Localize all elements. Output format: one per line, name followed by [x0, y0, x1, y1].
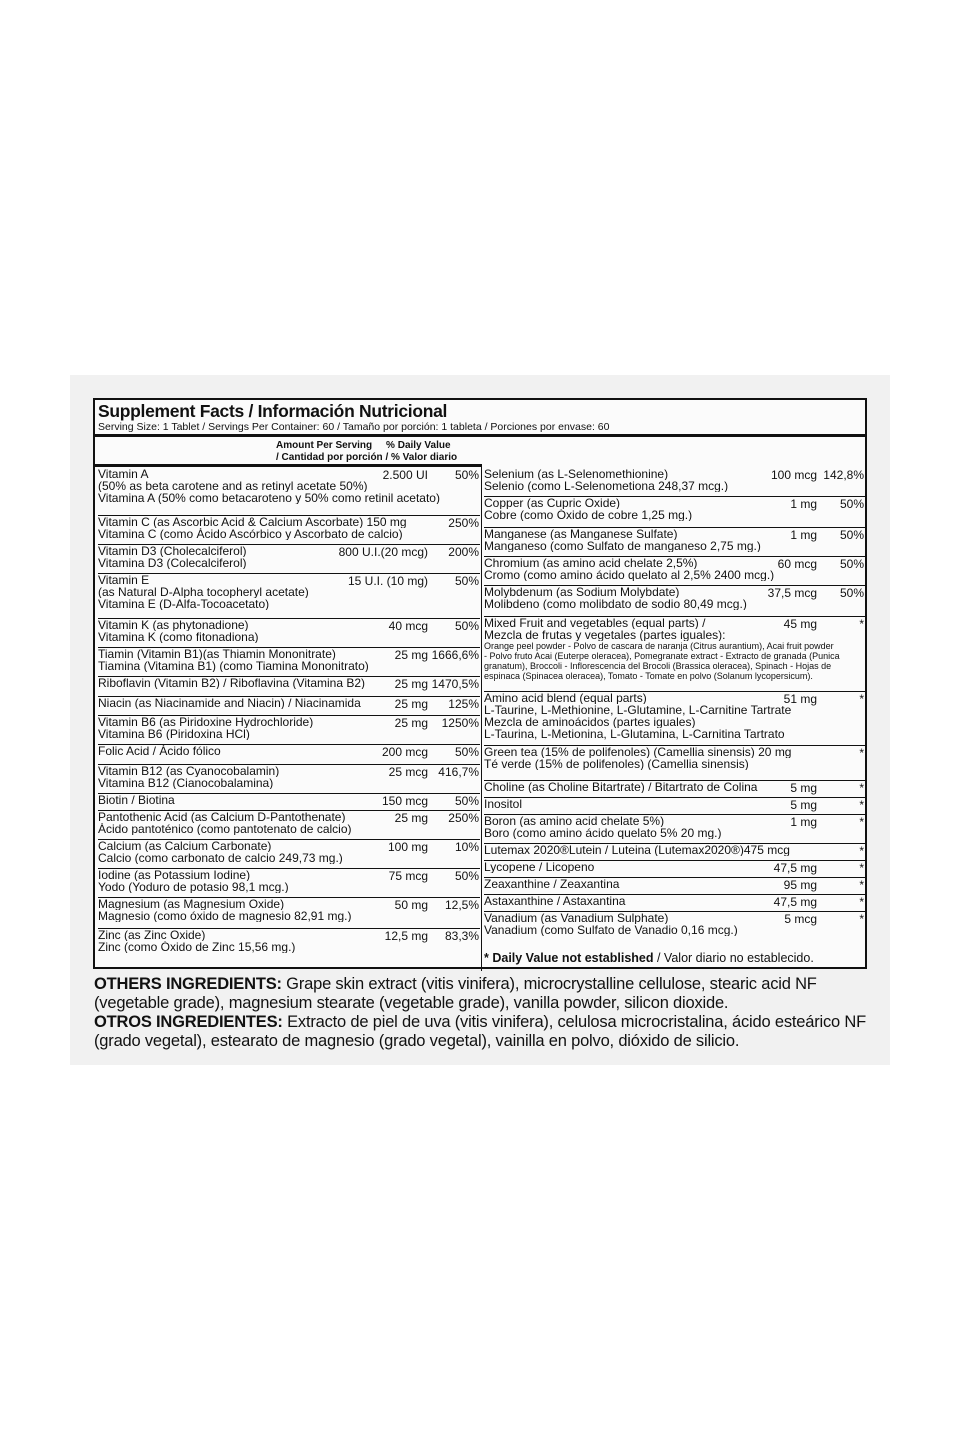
nutrient-row	[484, 617, 865, 692]
nutrient-row	[98, 545, 480, 574]
nutrient-row	[98, 697, 480, 716]
nutrient-name-line: Vitamina K (como fitonadiona)	[98, 631, 259, 643]
nutrient-name-line: Molybdenum (as Sodium Molybdate)	[484, 586, 680, 598]
nutrient-row	[484, 912, 865, 941]
nutrient-daily-value: *	[859, 617, 864, 631]
nutrient-name-line: Lycopene / Licopeno	[484, 861, 595, 873]
nutrient-name-line: Vitamin D3 (Cholecalciferol)	[98, 545, 247, 557]
nutrient-name-line: Molibdeno (como molibdato de sodio 80,49 mcg.)	[484, 598, 747, 610]
nutrient-row	[98, 811, 480, 840]
nutrient-amount: 60 mcg	[777, 557, 817, 571]
nutrient-name-line: Choline (as Choline Bitartrate) / Bitartrato de Colina	[484, 781, 758, 793]
nutrient-name-line: Mezcla de frutas y vegetales (partes iguales):	[484, 629, 726, 641]
nutrient-name-line: Yodo (Yoduro de potasio 98,1 mcg.)	[98, 881, 289, 893]
nutrient-row	[98, 516, 480, 545]
nutrient-name-line: Ácido pantoténico (como pantotenato de calcio)	[98, 823, 352, 835]
other-ingredients-label-en: OTHERS INGREDIENTS:	[94, 975, 282, 993]
supplement-facts-panel	[93, 398, 867, 969]
nutrient-name-line: Vitamina C (como Ácido Ascórbico y Ascorbato de calcio)	[98, 528, 403, 540]
amount-header	[276, 440, 457, 464]
nutrient-name-line: Calcium (as Calcium Carbonate)	[98, 840, 272, 852]
ingredient-detail-line: - Polvo fruto Acai (Euterpe oleracea), Pomegranate extract - Extracto de granada (Punica	[484, 651, 840, 661]
nutrient-name-line: Boro (como amino ácido quelato 5% 20 mg.)	[484, 827, 722, 839]
nutrient-name-line: L-Taurine, L-Methionine, L-Glutamine, L-Carnitine Tartrate	[484, 704, 792, 716]
nutrient-daily-value: 50%	[454, 468, 479, 482]
nutrient-name-line: Chromium (as amino acid chelate 2,5%)	[484, 557, 698, 569]
nutrient-amount: 5 mcg	[784, 912, 817, 926]
nutrient-row	[484, 895, 865, 912]
nutrient-name-line: Vitamina D3 (Colecalciferol)	[98, 557, 247, 569]
nutrient-daily-value: 50%	[454, 619, 479, 633]
nutrient-daily-value: *	[859, 878, 864, 892]
nutrient-name-line: Zeaxanthine / Zeaxantina	[484, 878, 620, 890]
nutrient-name-line: Riboflavin (Vitamin B2) / Riboflavina (Vitamina B2)	[98, 677, 366, 689]
nutrient-row	[98, 574, 480, 619]
nutrient-name-line: Tiamina (Vitamina B1) (como Tiamina Mononitrato)	[98, 660, 369, 672]
nutrient-name-line: L-Taurina, L-Metionina, L-Glutamina, L-Carnitina Tartrato	[484, 728, 785, 740]
nutrient-row	[98, 619, 480, 648]
nutrient-amount: 12,5 mg	[384, 929, 428, 943]
nutrient-daily-value: 50%	[454, 745, 479, 759]
nutrient-name-line: Vitamina B12 (Cianocobalamina)	[98, 777, 274, 789]
nutrient-amount: 37,5 mcg	[767, 586, 817, 600]
nutrient-row	[98, 929, 480, 963]
nutrient-daily-value: *	[859, 692, 864, 706]
nutrient-name-line: Manganese (as Manganese Sulfate)	[484, 528, 678, 540]
nutrient-row	[484, 557, 865, 586]
nutrient-amount: 75 mcg	[388, 869, 428, 883]
nutrient-daily-value: 10%	[454, 840, 479, 854]
nutrient-amount: 25 mg	[394, 648, 428, 662]
nutrient-row	[484, 746, 865, 781]
nutrient-name-line: Biotin / Biotina	[98, 794, 175, 806]
nutrient-name-line: Copper (as Cupric Oxide)	[484, 497, 621, 509]
nutrient-amount: 1 mg	[790, 528, 817, 542]
nutrient-daily-value: 12,5%	[444, 898, 479, 912]
left-nutrient-column	[98, 468, 480, 963]
nutrient-name-line: Inositol	[484, 798, 523, 810]
nutrient-daily-value: *	[859, 781, 864, 795]
nutrient-amount: 25 mg	[394, 811, 428, 825]
nutrient-amount: 100 mcg	[770, 468, 817, 482]
nutrient-name-line: Vitamin B6 (as Piridoxine Hydrochloride)	[98, 716, 314, 728]
amount-header-spanish: / Cantidad por porción / % Valor diario	[276, 452, 458, 463]
thick-rule	[95, 434, 865, 437]
nutrient-name-line: Calcio (como carbonato de calcio 249,73 mg.)	[98, 852, 343, 864]
daily-value-note-bold: * Daily Value not established	[484, 951, 654, 965]
nutrient-name-line: Mezcla de aminoácidos (partes iguales)	[484, 716, 696, 728]
nutrient-name-line: Vitamina B6 (Piridoxina HCl)	[98, 728, 250, 740]
header-rule	[95, 464, 482, 467]
daily-value-label: % Daily Value	[386, 440, 451, 451]
nutrient-row	[484, 861, 865, 878]
nutrient-daily-value: 50%	[454, 869, 479, 883]
nutrient-name-line: Vitamina A (50% como betacaroteno y 50% como retinil acetato)	[98, 492, 440, 504]
nutrient-amount: 25 mg	[394, 716, 428, 730]
nutrient-name-line: Zinc (como Óxido de Zinc 15,56 mg.)	[98, 941, 296, 953]
nutrient-row	[484, 468, 865, 497]
nutrient-amount: 15 U.I. (10 mg)	[347, 574, 428, 588]
nutrient-name-line: Tiamin (Vitamin B1)(as Thiamin Mononitrate)	[98, 648, 336, 660]
nutrient-row	[98, 677, 480, 697]
nutrient-name-line: Vitamin K (as phytonadione)	[98, 619, 249, 631]
nutrient-amount: 47,5 mg	[773, 861, 817, 875]
nutrient-daily-value: 50%	[839, 528, 864, 542]
nutrient-name-line: Astaxanthine / Astaxantina	[484, 895, 626, 907]
nutrient-name-line: Vanadium (como Sulfato de Vanadio 0,16 mcg.)	[484, 924, 738, 936]
nutrient-name-line: Niacin (as Niacinamide and Niacin) / Niacinamida	[98, 697, 361, 709]
facts-title: Supplement Facts / Información Nutricional	[98, 401, 448, 421]
nutrient-amount: 1 mg	[790, 815, 817, 829]
nutrient-amount: 5 mg	[790, 781, 817, 795]
nutrient-amount: 45 mg	[783, 617, 817, 631]
nutrient-amount: 200 mcg	[381, 745, 428, 759]
nutrient-row	[98, 794, 480, 811]
nutrient-daily-value: 250%	[448, 516, 479, 530]
nutrient-daily-value: *	[859, 746, 864, 760]
nutrient-name-line: Manganeso (como Sulfato de manganeso 2,75 mg.)	[484, 540, 761, 552]
nutrient-daily-value: 416,7%	[438, 765, 479, 779]
other-ingredients-text-en: Grape skin extract (vitis vinifera), microcrystalline cellulose, stearic acid NF (vegetable grade), magnesium stearate (vegetable grade), vanilla powder, silicon dioxide.	[94, 975, 817, 1012]
nutrient-row	[484, 815, 865, 844]
nutrient-daily-value: 50%	[454, 794, 479, 808]
nutrient-name-line: Mixed Fruit and vegetables (equal parts) /	[484, 617, 706, 629]
ingredient-detail-line: granatum), Broccoli - Inflorescencia del Brocoli (Brassica oleracea), Spinach - Hojas de	[484, 661, 832, 671]
nutrient-name-line: Folic Acid / Ácido fólico	[98, 745, 221, 757]
nutrient-daily-value: *	[859, 912, 864, 926]
other-ingredients-text-es: Extracto de piel de uva (vitis vinifera), celulosa microcristalina, ácido esteárico NF (grado vegetal), estearato de magnesio (grado vegetal), vainilla en polvo, dióxido de silicio.	[94, 1013, 866, 1050]
nutrient-row	[98, 840, 480, 869]
nutrient-amount: 150 mcg	[381, 794, 428, 808]
nutrient-name-line: (as Natural D-Alpha tocopheryl acetate)	[98, 586, 309, 598]
nutrient-daily-value: *	[859, 895, 864, 909]
nutrient-daily-value: *	[859, 861, 864, 875]
other-ingredients-label-es: OTROS INGREDIENTES:	[94, 1013, 283, 1031]
ingredient-detail-line: espinaca (Spinacea oleracea), Tomato - Tomate en polvo (Solanum lycopersicum).	[484, 671, 813, 681]
nutrient-name-line: Pantothenic Acid (as Calcium D-Pantothenate)	[98, 811, 346, 823]
nutrient-row	[98, 648, 480, 677]
nutrient-name-line: Vitamin A	[98, 468, 149, 480]
nutrient-daily-value: 1250%	[441, 716, 479, 730]
serving-info: Serving Size: 1 Tablet / Servings Per Container: 60 / Tamaño por porción: 1 tableta / Porciones por envase: 60	[98, 421, 610, 433]
nutrient-row	[98, 745, 480, 765]
nutrient-name-line: Vitamin E	[98, 574, 150, 586]
ingredient-detail-line: Orange peel powder - Polvo de cascara de naranja (Citrus aurantium), Acai fruit powder	[484, 641, 834, 651]
nutrient-amount: 2.500 UI	[382, 468, 428, 482]
nutrient-daily-value: *	[859, 798, 864, 812]
nutrient-daily-value: 50%	[454, 574, 479, 588]
nutrient-amount: 25 mcg	[388, 765, 428, 779]
column-divider	[481, 466, 482, 971]
nutrient-name-line: Iodine (as Potassium Iodine)	[98, 869, 251, 881]
nutrient-daily-value: 1470,5%	[431, 677, 479, 691]
nutrient-name-line: Green tea (15% de polifenoles) (Camellia sinensis) 20 mg	[484, 746, 792, 758]
right-nutrient-column	[484, 468, 865, 941]
nutrient-name-line: Boron (as amino acid chelate 5%)	[484, 815, 665, 827]
nutrient-amount: 47,5 mg	[773, 895, 817, 909]
nutrient-name-line: Vanadium (as Vanadium Sulphate)	[484, 912, 669, 924]
nutrient-daily-value: 50%	[839, 557, 864, 571]
daily-value-note	[484, 951, 814, 965]
nutrient-amount: 25 mg	[394, 677, 428, 691]
nutrient-daily-value: 50%	[839, 586, 864, 600]
nutrient-daily-value: 250%	[448, 811, 479, 825]
nutrient-row	[484, 586, 865, 617]
nutrient-name-line: Selenium (as L-Selenomethionine)	[484, 468, 669, 480]
nutrient-name-line: Amino acid blend (equal parts)	[484, 692, 647, 704]
nutrient-row	[98, 716, 480, 745]
nutrient-row	[484, 497, 865, 528]
nutrient-name-line: Vitamin C (as Ascorbic Acid & Calcium Ascorbate) 150 mg	[98, 516, 407, 528]
nutrient-row	[98, 765, 480, 794]
nutrient-daily-value: *	[859, 815, 864, 829]
nutrient-name-line: Magnesio (como óxido de magnesio 82,91 mg.)	[98, 910, 352, 922]
nutrient-name-line: (50% as beta carotene and as retinyl acetate 50%)	[98, 480, 368, 492]
nutrient-amount: 100 mg	[387, 840, 428, 854]
nutrient-daily-value: 142,8%	[823, 468, 864, 482]
nutrient-name-line: Cromo (como amino ácido quelato al 2,5% 2400 mcg.)	[484, 569, 775, 581]
nutrient-name-line: Vitamin B12 (as Cyanocobalamin)	[98, 765, 280, 777]
nutrient-row	[484, 528, 865, 557]
nutrient-name-line: Cobre (como Óxido de cobre 1,25 mg.)	[484, 509, 693, 521]
nutrient-daily-value: *	[859, 844, 864, 858]
nutrient-amount: 800 U.I.(20 mcg)	[338, 545, 428, 559]
nutrient-amount: 51 mg	[783, 692, 817, 706]
nutrient-row	[484, 781, 865, 798]
nutrient-daily-value: 1666,6%	[431, 648, 479, 662]
nutrient-name-line: Té verde (15% de polifenoles) (Camellia sinensis)	[484, 758, 749, 770]
nutrient-amount: 95 mg	[783, 878, 817, 892]
nutrient-name-line: Vitamina E (D-Alfa-Tocoacetato)	[98, 598, 270, 610]
nutrient-row	[484, 878, 865, 895]
nutrient-amount: 50 mg	[394, 898, 428, 912]
nutrient-daily-value: 50%	[839, 497, 864, 511]
nutrient-daily-value: 83,3%	[444, 929, 479, 943]
daily-value-note-rest: / Valor diario no establecido.	[653, 951, 814, 965]
nutrient-row	[484, 844, 865, 861]
nutrient-amount: 5 mg	[790, 798, 817, 812]
nutrient-row	[484, 798, 865, 815]
nutrient-name-line: Selenio (como L-Selenometiona 248,37 mcg.)	[484, 480, 729, 492]
nutrient-daily-value: 200%	[448, 545, 479, 559]
nutrient-amount: 1 mg	[790, 497, 817, 511]
nutrient-amount: 40 mcg	[388, 619, 428, 633]
amount-per-serving-label: Amount Per Serving	[276, 440, 373, 451]
other-ingredients	[94, 975, 884, 1051]
nutrient-daily-value: 125%	[448, 697, 479, 711]
nutrient-name-line: Lutemax 2020®Lutein / Luteina (Lutemax2020®)475 mcg	[484, 844, 790, 856]
nutrient-row	[98, 468, 480, 516]
nutrient-row	[484, 692, 865, 746]
nutrient-amount: 25 mg	[394, 697, 428, 711]
nutrient-name-line: Zinc (as Zinc Oxide)	[98, 929, 206, 941]
nutrient-row	[98, 898, 480, 929]
nutrient-row	[98, 869, 480, 898]
nutrient-name-line: Magnesium (as Magnesium Oxide)	[98, 898, 285, 910]
